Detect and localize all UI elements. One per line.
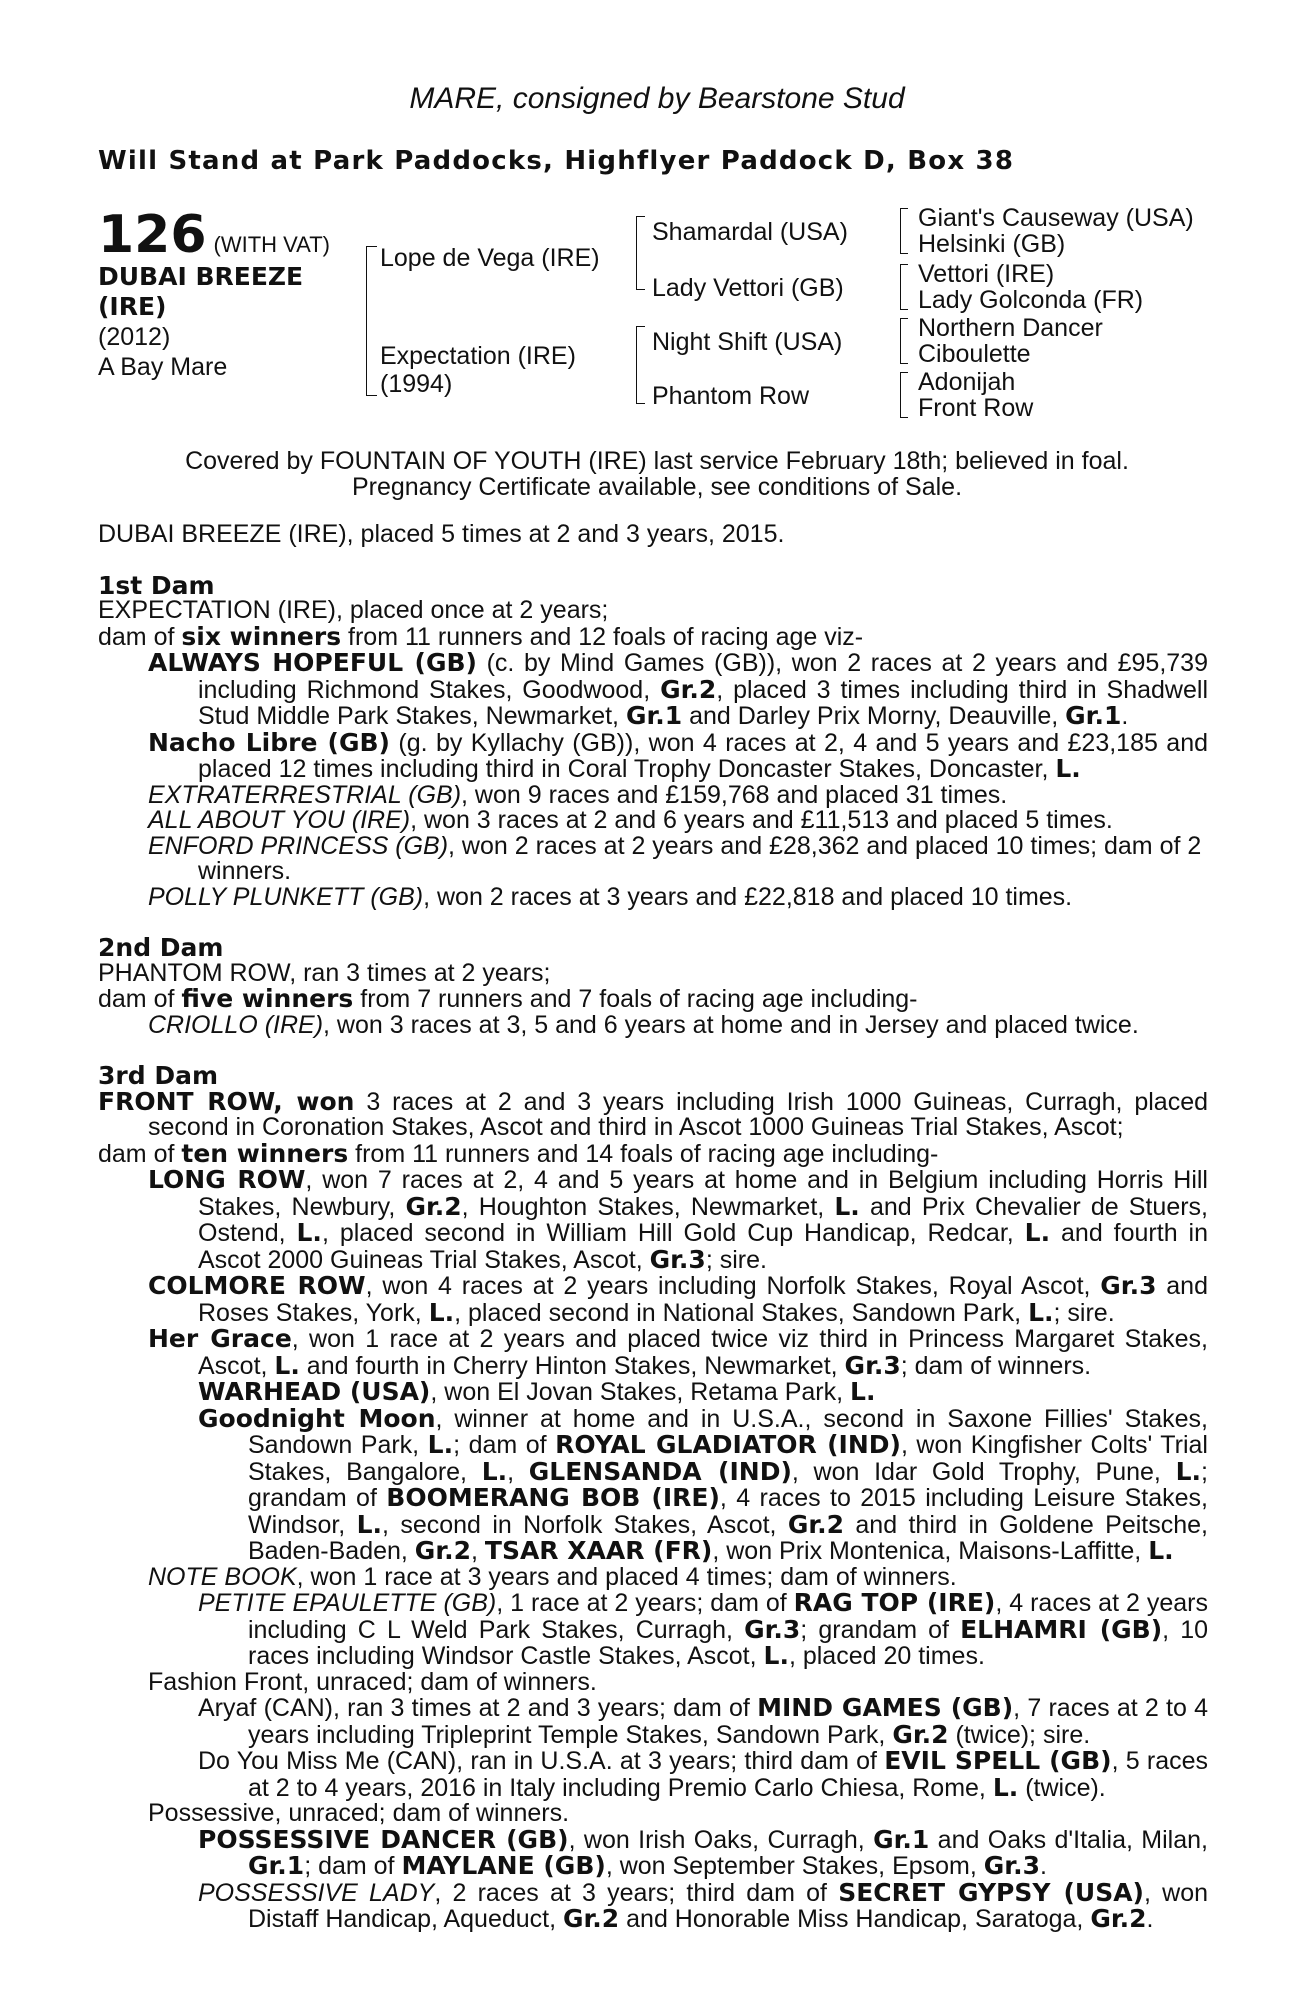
list-item: ENFORD PRINCESS (GB), won 2 races at 2 years and £28,362 and placed 10 times; dam of 2 winners. (148, 831, 1202, 885)
third-dam-heading: 3rd Dam (98, 1061, 218, 1090)
consignment-line: MARE, consigned by Bearstone Stud (409, 82, 905, 115)
pedigree-dam: Expectation (IRE) (380, 342, 576, 370)
list-item: COLMORE ROW, won 4 races at 2 years including Norfolk Stakes, Royal Ascot, Gr.3 and Roses Stakes, York, L., placed second in National Stakes, Sandown Park, L.; sire. (148, 1271, 1208, 1327)
pedigree-bracket (636, 326, 645, 404)
list-item: EXTRATERRESTRIAL (GB), won 9 races and £159,768 and placed 31 times. (148, 780, 1008, 809)
list-item: Possessive, unraced; dam of winners. (148, 1799, 570, 1827)
vat-note: (WITH VAT) (213, 232, 330, 257)
horse-year: (2012) (98, 323, 171, 351)
pedigree-dss: Northern Dancer (918, 314, 1103, 342)
pedigree-dds: Adonijah (918, 368, 1016, 396)
pedigree-dd: Phantom Row (652, 382, 810, 410)
pedigree-ss: Shamardal (USA) (652, 218, 848, 246)
pedigree-bracket (900, 264, 908, 310)
horse-description: A Bay Mare (98, 353, 228, 381)
list-item: ALL ABOUT YOU (IRE), won 3 races at 2 and 6 years and £11,513 and placed 5 times. (148, 806, 1113, 834)
pedigree-dam-year: (1994) (380, 370, 453, 398)
pedigree-bracket (900, 372, 908, 418)
pregnancy-line: Pregnancy Certificate available, see conditions of Sale. (351, 473, 963, 501)
pedigree-bracket (366, 246, 377, 396)
covered-line: Covered by FOUNTAIN OF YOUTH (IRE) last service February 18th; believed in foal. (185, 447, 1129, 475)
second-dam-produce: dam of five winners from 7 runners and 7 foals of racing age including- (98, 984, 918, 1013)
pedigree-sds: Vettori (IRE) (918, 260, 1055, 288)
pedigree-notes (98, 522, 1208, 1933)
list-item: LONG ROW, won 7 races at 2, 4 and 5 years at home and in Belgium including Horris Hill Stakes, Newbury, Gr.2, Houghton Stakes, Newmarket, L. and Prix Chevalier de Stuers, Ostend, L., placed second in William Hill Gold Cup Handicap, Redcar, L. and fourth in Ascot 2000 Guineas Trial Stakes, Ascot, Gr.3; sire. (148, 1165, 1209, 1274)
list-item: Aryaf (CAN), ran 3 times at 2 and 3 years; dam of MIND GAMES (GB), 7 races at 2 to 4 years including Tripleprint Temple Stakes, Sandown Park, Gr.2 (twice); sire. (198, 1693, 1208, 1749)
horse-country: (IRE) (98, 292, 167, 321)
lot-number: 126 (98, 205, 207, 265)
list-item: POSSESSIVE LADY, 2 races at 3 years; third dam of SECRET GYPSY (USA), won Distaff Handicap, Aqueduct, Gr.2 and Honorable Miss Handicap, Saratoga, Gr.2. (198, 1877, 1209, 1933)
list-item: POSSESSIVE DANCER (GB), won Irish Oaks, Curragh, Gr.1 and Oaks d'Italia, Milan, Gr.1; dam of MAYLANE (GB), won September Stakes, Epsom, Gr.3. (198, 1824, 1208, 1880)
first-dam-line: EXPECTATION (IRE), placed once at 2 years; (98, 596, 609, 624)
second-dam-heading: 2nd Dam (98, 933, 224, 962)
pedigree-bracket (900, 318, 908, 364)
pedigree-sire: Lope de Vega (IRE) (380, 244, 600, 272)
covered-note (0, 448, 1314, 500)
pedigree-bracket (900, 208, 908, 254)
list-item: POLLY PLUNKETT (GB), won 2 races at 3 years and £22,818 and placed 10 times. (148, 882, 1073, 911)
list-item: Her Grace, won 1 race at 2 years and placed twice viz third in Princess Margaret Stakes, Ascot, L. and fourth in Cherry Hinton Stakes, Newmarket, Gr.3; dam of winners. (148, 1324, 1208, 1380)
pedigree-dsd: Ciboulette (918, 340, 1031, 368)
pedigree-sss: Giant's Causeway (USA) (918, 204, 1194, 232)
pedigree-ddd: Front Row (918, 394, 1034, 422)
first-dam-produce: dam of six winners from 11 runners and 12 foals of racing age viz- (98, 621, 864, 651)
second-dam-line: PHANTOM ROW, ran 3 times at 2 years; (98, 958, 551, 987)
list-item: WARHEAD (USA), won El Jovan Stakes, Retama Park, L. (198, 1377, 876, 1406)
list-item: Goodnight Moon, winner at home and in U.S.A., second in Saxone Fillies' Stakes, Sandown Park, L.; dam of ROYAL GLADIATOR (IND), won Kingfisher Colts' Trial Stakes, Bangalore, L., GLENSANDA (IND), won Idar Gold Trophy, Pune, L.; grandam of BOOMERANG BOB (IRE), 4 races to 2015 including Leisure Stakes, Windsor, L., second in Norfolk Stakes, Ascot, Gr.2 and third in Goldene Peitsche, Baden-Baden, Gr.2, TSAR XAAR (FR), won Prix Montenica, Maisons-Laffitte, L. (198, 1403, 1208, 1565)
list-item: Nacho Libre (GB) (g. by Kyllachy (GB)), won 4 races at 2, 4 and 5 years and £23,185 and placed 12 times including third in Coral Trophy Doncaster Stakes, Doncaster, L. (148, 727, 1208, 783)
pedigree-sdd: Lady Golconda (FR) (918, 286, 1144, 314)
summary-line: DUBAI BREEZE (IRE), placed 5 times at 2 and 3 years, 2015. (98, 520, 785, 548)
list-item: Do You Miss Me (CAN), ran in U.S.A. at 3 years; third dam of EVIL SPELL (GB), 5 races at 2 to 4 years, 2016 in Italy including Premio Carlo Chiesa, Rome, L. (twice). (198, 1746, 1209, 1802)
lot-info (98, 205, 358, 382)
list-item: ALWAYS HOPEFUL (GB) (c. by Mind Games (GB)), won 2 races at 2 years and £95,739 including Richmond Stakes, Goodwood, Gr.2, placed 3 times including third in Shadwell Stud Middle Park Stakes, Newmarket, Gr.1 and Darley Prix Morny, Deauville, Gr.1. (148, 648, 1208, 730)
list-item: PETITE EPAULETTE (GB), 1 race at 2 years; dam of RAG TOP (IRE), 4 races at 2 years including C L Weld Park Stakes, Curragh, Gr.3; grandam of ELHAMRI (GB), 10 races including Windsor Castle Stakes, Ascot, L., placed 20 times. (198, 1588, 1208, 1670)
list-item: Fashion Front, unraced; dam of winners. (148, 1667, 597, 1696)
pedigree-sd: Lady Vettori (GB) (652, 274, 844, 302)
stand-location: Will Stand at Park Paddocks, Highflyer Paddock D, Box 38 (98, 146, 1015, 176)
pedigree-ssd: Helsinki (GB) (918, 230, 1066, 258)
pedigree-ds: Night Shift (USA) (652, 328, 843, 356)
third-dam-produce: dam of ten winners from 11 runners and 14 foals of racing age including- (98, 1138, 939, 1168)
pedigree-bracket (636, 216, 645, 290)
list-item: NOTE BOOK, won 1 race at 3 years and placed 4 times; dam of winners. (148, 1562, 957, 1591)
list-item: CRIOLLO (IRE), won 3 races at 3, 5 and 6 years at home and in Jersey and placed twice. (148, 1010, 1139, 1039)
horse-name: DUBAI BREEZE (98, 262, 304, 291)
third-dam-line: FRONT ROW, won 3 races at 2 and 3 years including Irish 1000 Guineas, Curragh, placed second in Coronation Stakes, Ascot and third in Ascot 1000 Guineas Trial Stakes, Ascot; (98, 1086, 1208, 1141)
first-dam-heading: 1st Dam (98, 570, 215, 600)
